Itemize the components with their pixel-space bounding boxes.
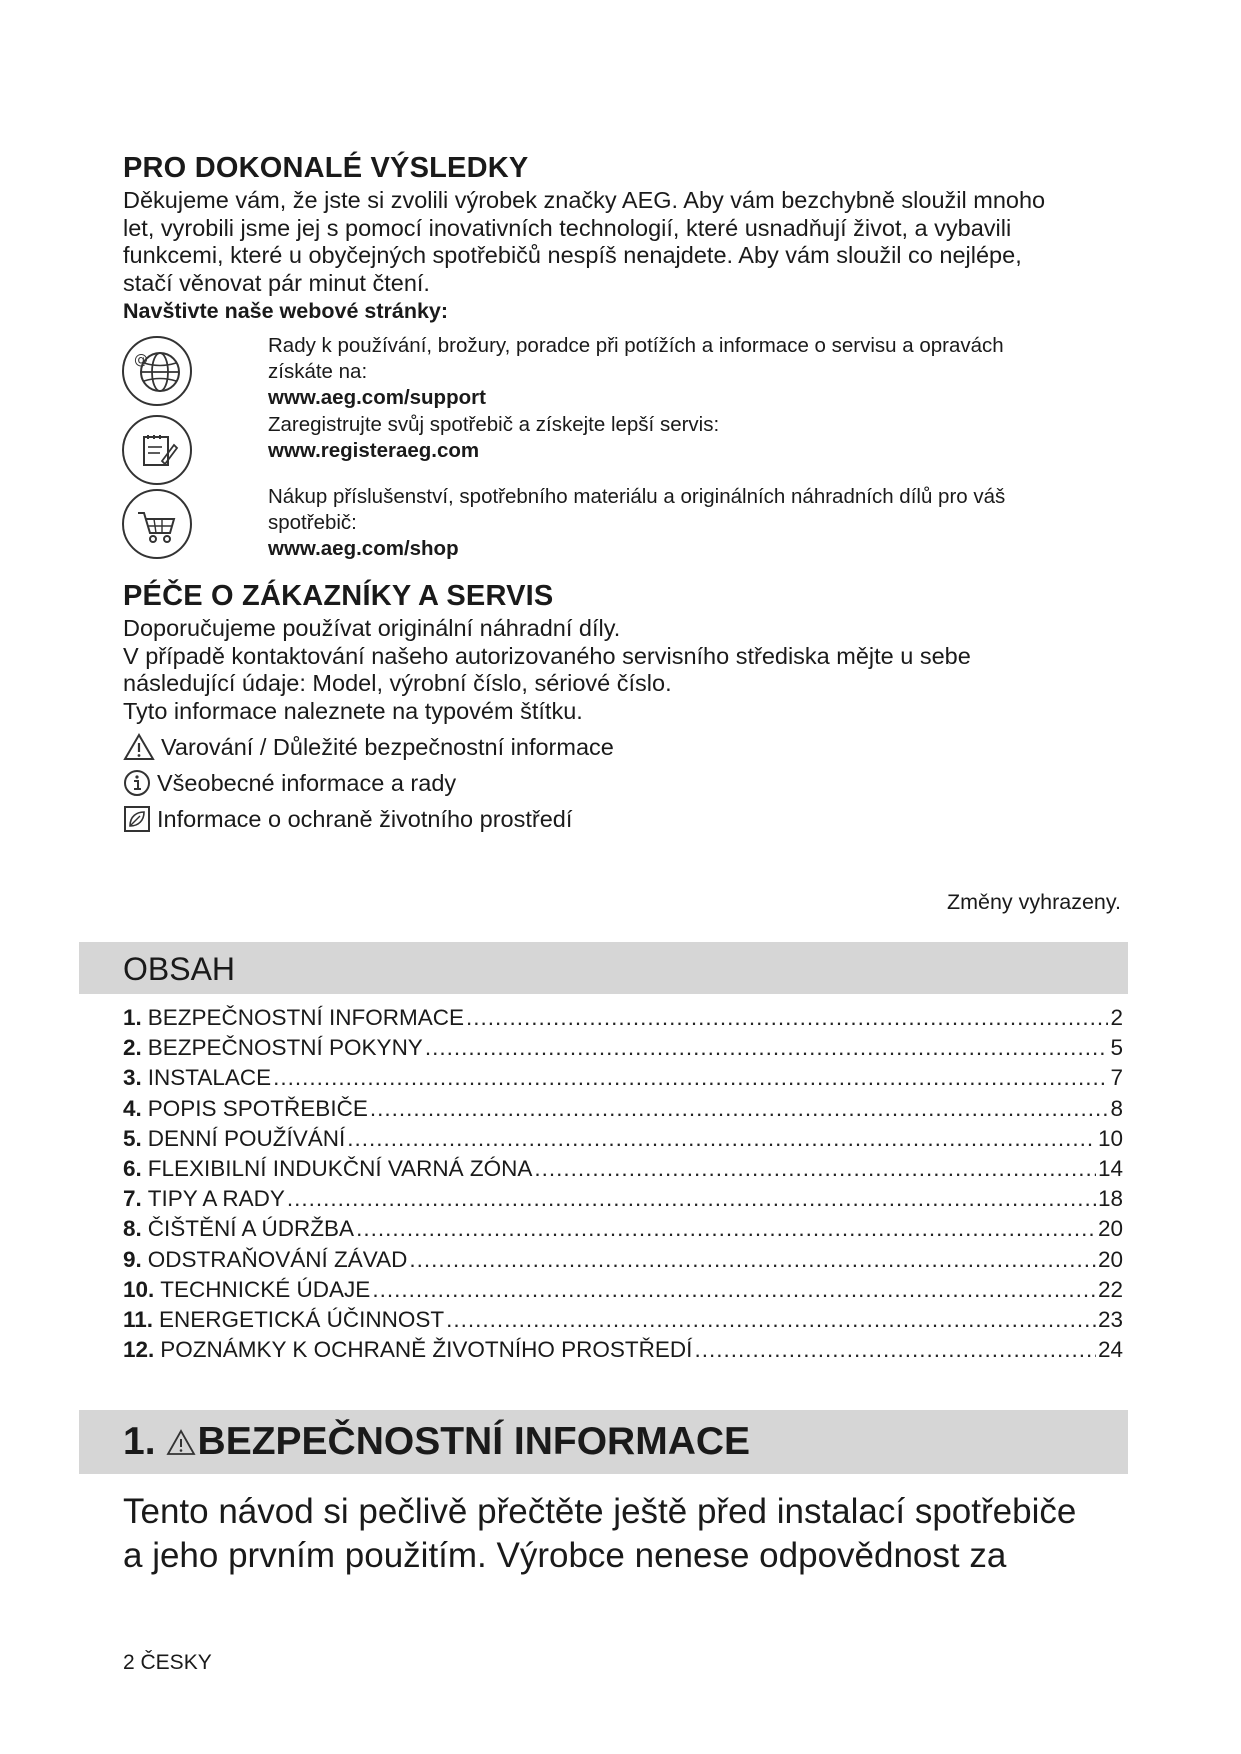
intro-text <box>123 187 1045 297</box>
toc-header-bar <box>79 942 1128 994</box>
legend-text: Informace o ochraně životního prostředí <box>157 805 573 832</box>
toc-entry[interactable]: 10. TECHNICKÉ ÚDAJE ..... 22 <box>123 1277 1123 1307</box>
intro-line: funkcemi, které u obyčejných spotřebičů nespíš nenajdete. Aby vám sloužil co nejlépe, <box>123 242 1022 268</box>
web-item-support <box>268 333 1004 411</box>
legend-text: Varování / Důležité bezpečnostní informace <box>161 733 614 760</box>
svg-text:@: @ <box>134 352 148 368</box>
web-item-line: Zaregistrujte svůj spotřebič a získejte lepší servis: <box>268 413 720 436</box>
intro-line: stačí věnovat pár minut čtení. <box>123 269 430 296</box>
legend-warning <box>123 733 614 761</box>
changes-note: Změny vyhrazeny. <box>946 890 1121 914</box>
section1-title: BEZPEČNOSTNÍ INFORMACE <box>197 1420 751 1463</box>
toc-entry[interactable]: 3. INSTALACE ..... 7 <box>123 1065 1123 1095</box>
toc-entry[interactable]: 9. ODSTRAŇOVÁNÍ ZÁVAD ..... 20 <box>123 1247 1123 1277</box>
toc-entry[interactable]: 12. POZNÁMKY K OCHRANĚ ŽIVOTNÍHO PROSTŘEDÍ ..... 24 <box>123 1337 1123 1367</box>
toc-entry[interactable]: 2. BEZPEČNOSTNÍ POKYNY ..... 5 <box>123 1035 1123 1065</box>
web-item-line: spotřebič: <box>268 511 357 534</box>
web-item-register <box>268 412 719 464</box>
toc-entry[interactable]: 1. BEZPEČNOSTNÍ INFORMACE ..... 2 <box>123 1005 1123 1035</box>
support-link[interactable]: www.aeg.com/support <box>268 386 486 409</box>
section1-heading <box>123 1420 750 1464</box>
toc-entry[interactable]: 8. ČIŠTĚNÍ A ÚDRŽBA ..... 20 <box>123 1216 1123 1246</box>
register-icon <box>122 415 192 485</box>
toc-entry[interactable]: 5. DENNÍ POUŽÍVÁNÍ ..... 10 <box>123 1126 1123 1156</box>
web-item-line: Rady k používání, brožury, poradce při potížích a informace o servisu a opravách <box>268 334 1004 357</box>
toc-entry[interactable]: 11. ENERGETICKÁ ÚČINNOST ..... 23 <box>123 1307 1123 1337</box>
web-item-shop <box>268 484 1005 562</box>
intro-line: Děkujeme vám, že jste si zvolili výrobek značky AEG. Aby vám bezchybně sloužil mnoho <box>123 187 1046 213</box>
web-item-line: získáte na: <box>268 360 368 383</box>
register-link[interactable]: www.registeraeg.com <box>268 439 480 462</box>
section1-number: 1. <box>123 1420 156 1463</box>
legend-environment <box>123 805 572 833</box>
toc-title: OBSAH <box>123 951 236 987</box>
section1-line: a jeho prvním použitím. Výrobce nenese odpovědnost za <box>123 1536 1007 1575</box>
section1-header-bar <box>79 1410 1128 1474</box>
toc-entry[interactable]: 7. TIPY A RADY ..... 18 <box>123 1186 1123 1216</box>
legend-info <box>123 769 456 797</box>
toc-entry[interactable]: 4. POPIS SPOTŘEBIČE ..... 8 <box>123 1096 1123 1126</box>
intro-line: let, vyrobili jsme jej s pomocí inovativních technologií, které usnadňují život, a vybavili <box>123 214 1012 241</box>
shop-link[interactable]: www.aeg.com/shop <box>268 537 459 560</box>
section1-line: Tento návod si pečlivě přečtěte ještě před instalací spotřebiče <box>123 1492 1077 1531</box>
leaf-icon <box>123 805 151 833</box>
toc-list <box>123 1005 1123 1367</box>
toc-entry[interactable]: 6. FLEXIBILNÍ INDUKČNÍ VARNÁ ZÓNA ..... 14 <box>123 1156 1123 1186</box>
warning-icon <box>166 1428 196 1456</box>
web-item-line: Nákup příslušenství, spotřebního materiálu a originálních náhradních dílů pro váš <box>268 485 1006 508</box>
info-icon <box>123 769 151 797</box>
intro-title: PRO DOKONALÉ VÝSLEDKY <box>123 152 529 184</box>
globe-icon <box>122 336 192 406</box>
section1-text <box>123 1490 1076 1578</box>
visit-label: Navštivte naše webové stránky: <box>123 299 449 323</box>
service-line: V případě kontaktování našeho autorizovaného servisního střediska mějte u sebe <box>123 642 971 669</box>
warning-icon <box>123 733 155 761</box>
service-line: následující údaje: Model, výrobní číslo, sériové číslo. <box>123 670 672 696</box>
service-text <box>123 615 971 725</box>
service-line: Doporučujeme používat originální náhradní díly. <box>123 615 621 641</box>
page-footer: 2 ČESKY <box>123 1651 212 1674</box>
service-title: PÉČE O ZÁKAZNÍKY A SERVIS <box>123 580 554 612</box>
service-line: Tyto informace naleznete na typovém štítku. <box>123 697 583 724</box>
cart-icon <box>122 489 192 559</box>
legend-text: Všeobecné informace a rady <box>157 769 457 796</box>
